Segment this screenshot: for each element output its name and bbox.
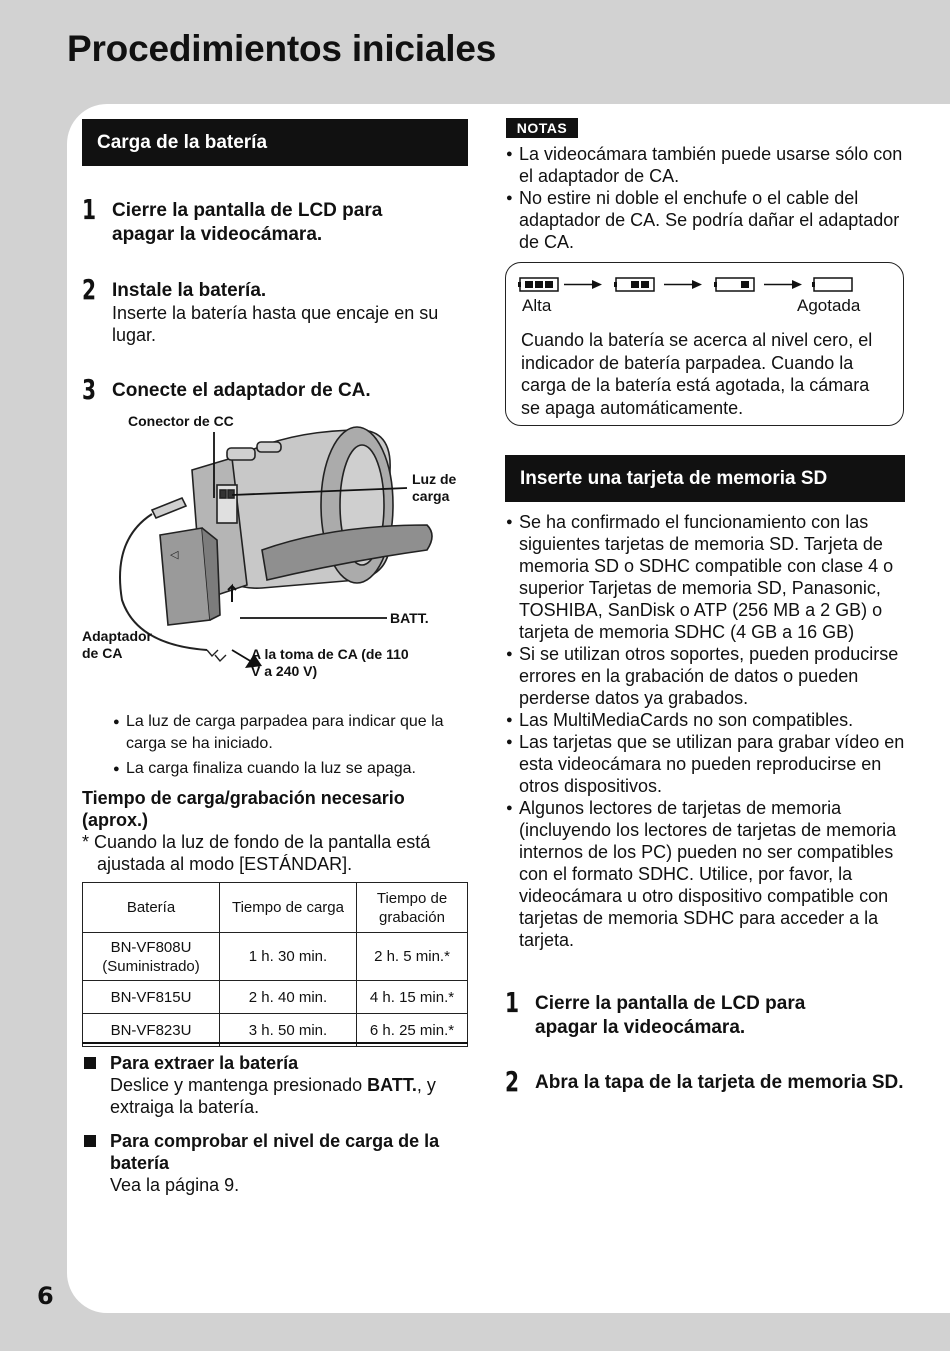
text-part: , y extraiga la batería.: [110, 1075, 436, 1117]
table-row: [83, 981, 468, 1014]
square-bullet-icon: [84, 1135, 96, 1147]
dc-connector-label: Conector de CC: [128, 413, 234, 429]
list-item: ● No estire ni doble el enchufe o el cable del adaptador de CA. Se podría dañar el adaptador de CA.: [506, 187, 906, 253]
page-number: 6: [37, 1282, 54, 1310]
table-cell: BN-VF808U (Suministrado): [83, 933, 220, 981]
notas-label: NOTAS: [506, 118, 578, 138]
text-part: Deslice y mantenga presionado: [110, 1075, 368, 1095]
list-item: ● La videocámara también puede usarse sólo con el adaptador de CA.: [506, 143, 906, 187]
charge-step-2: [82, 273, 468, 349]
table-cell: 1 h. 30 min.: [220, 933, 357, 981]
charge-step-1: [82, 193, 468, 249]
divider: [82, 1042, 468, 1044]
check-battery-text: Vea la página 9.: [110, 1175, 240, 1195]
step-number: 1: [82, 193, 97, 226]
step-number: 2: [82, 273, 97, 306]
batt-label: BATT.: [390, 610, 429, 626]
battery-level-box: [505, 262, 904, 426]
step-title: Instale la batería.: [112, 280, 267, 301]
charge-time-note: * Cuando la luz de fondo de la pantalla está ajustada al modo [ESTÁNDAR].: [82, 832, 431, 874]
list-item: ● Las tarjetas que se utilizan para grabar vídeo en esta videocámara no pueden reproducirse en otros dispositivos.: [506, 731, 906, 797]
table-cell: BN-VF823U: [83, 1014, 220, 1047]
table-header-row: [83, 883, 468, 933]
list-item: ● Si se utilizan otros soportes, pueden producirse errores en la grabación de datos o pueden perderse datos ya grabados.: [506, 643, 906, 709]
list-item: ● La luz de carga parpadea para indicar que la carga se ha iniciado.: [113, 711, 473, 755]
list-item: ● La carga finaliza cuando la luz se apaga.: [113, 758, 473, 780]
table-cell: 3 h. 50 min.: [220, 1014, 357, 1047]
step-text: Inserte la batería hasta que encaje en su lugar.: [112, 303, 439, 345]
battery-box-text: Cuando la batería se acerca al nivel cero, el indicador de batería parpadea. Cuando la carga de la batería está agotada, la cámara se apaga automáticamente.: [521, 330, 873, 418]
list-item: ● Se ha confirmado el funcionamiento con las siguientes tarjetas de memoria SD. Tarjeta de memoria SD o SDHC compatible con clase 4 o superior Tarjetas de memoria SD, Panasonic, TOSHIBA, SanDisk o ATP (256 MB a 2 GB) o tarjeta de memoria SDHC (4 GB a 16 GB): [506, 511, 906, 643]
table-cell: 2 h. 40 min.: [220, 981, 357, 1014]
table-cell: 6 h. 25 min.*: [357, 1014, 468, 1047]
step-title: Conecte el adaptador de CA.: [112, 380, 371, 401]
sd-bullets: [506, 511, 906, 951]
page-title: Procedimientos iniciales: [67, 28, 497, 69]
sd-section-header: Inserte una tarjeta de memoria SD: [505, 455, 905, 502]
charge-step-3: [82, 373, 468, 406]
column-header: Batería: [83, 883, 220, 933]
remove-battery-text: [110, 1074, 470, 1118]
step-number: 1: [505, 986, 520, 1019]
table-cell: BN-VF815U: [83, 981, 220, 1014]
table-cell: 2 h. 5 min.*: [357, 933, 468, 981]
battery-levels-graphic: [518, 275, 858, 295]
charge-light-label: Luz de carga: [412, 471, 457, 504]
sd-step-2: [505, 1065, 905, 1121]
charge-time-heading: Tiempo de carga/grabación necesario (aprox.): [82, 788, 405, 830]
square-bullet-icon: [84, 1057, 96, 1069]
step-title: Cierre la pantalla de LCD para apagar la videocámara.: [112, 200, 383, 245]
outlet-label: A la toma de CA (de 110 V a 240 V): [251, 646, 409, 679]
list-item: ● Las MultiMediaCards no son compatibles.: [506, 709, 906, 731]
charge-time-table: [82, 882, 468, 1047]
table-cell: 4 h. 15 min.*: [357, 981, 468, 1014]
table-row: [83, 933, 468, 981]
remove-battery-title: Para extraer la batería: [110, 1053, 299, 1073]
list-item: ● Algunos lectores de tarjetas de memoria (incluyendo los lectores de tarjetas de memoria internos de los PC) pueden no ser compatibles con el formato SDHC. Utilice, por favor, la videocámara u otro dispositivo compatible con tarjetas de memoria SDHC para acceder a la tarjeta.: [506, 797, 906, 951]
step-title: Cierre la pantalla de LCD para apagar la videocámara.: [535, 993, 806, 1038]
check-battery-title: Para comprobar el nivel de carga de la batería: [110, 1131, 440, 1173]
step-number: 3: [82, 373, 97, 406]
remove-battery-item: [84, 1052, 470, 1118]
sd-step-1: [505, 986, 905, 1042]
battery-empty-label: Agotada: [797, 296, 861, 315]
column-header: Tiempo de carga: [220, 883, 357, 933]
battery-high-label: Alta: [522, 296, 552, 315]
step-number: 2: [505, 1065, 520, 1098]
notas-list: [506, 143, 906, 253]
charge-bullets: [113, 711, 473, 783]
batt-text: BATT.: [367, 1075, 417, 1095]
check-battery-item: [84, 1130, 470, 1196]
adapter-label: Adaptador de CA: [82, 628, 152, 661]
svg-text:◁: ◁: [170, 548, 179, 561]
step-title: Abra la tapa de la tarjeta de memoria SD.: [535, 1072, 904, 1093]
charge-section-header: Carga de la batería: [82, 119, 468, 166]
column-header: Tiempo de grabación: [357, 883, 468, 933]
